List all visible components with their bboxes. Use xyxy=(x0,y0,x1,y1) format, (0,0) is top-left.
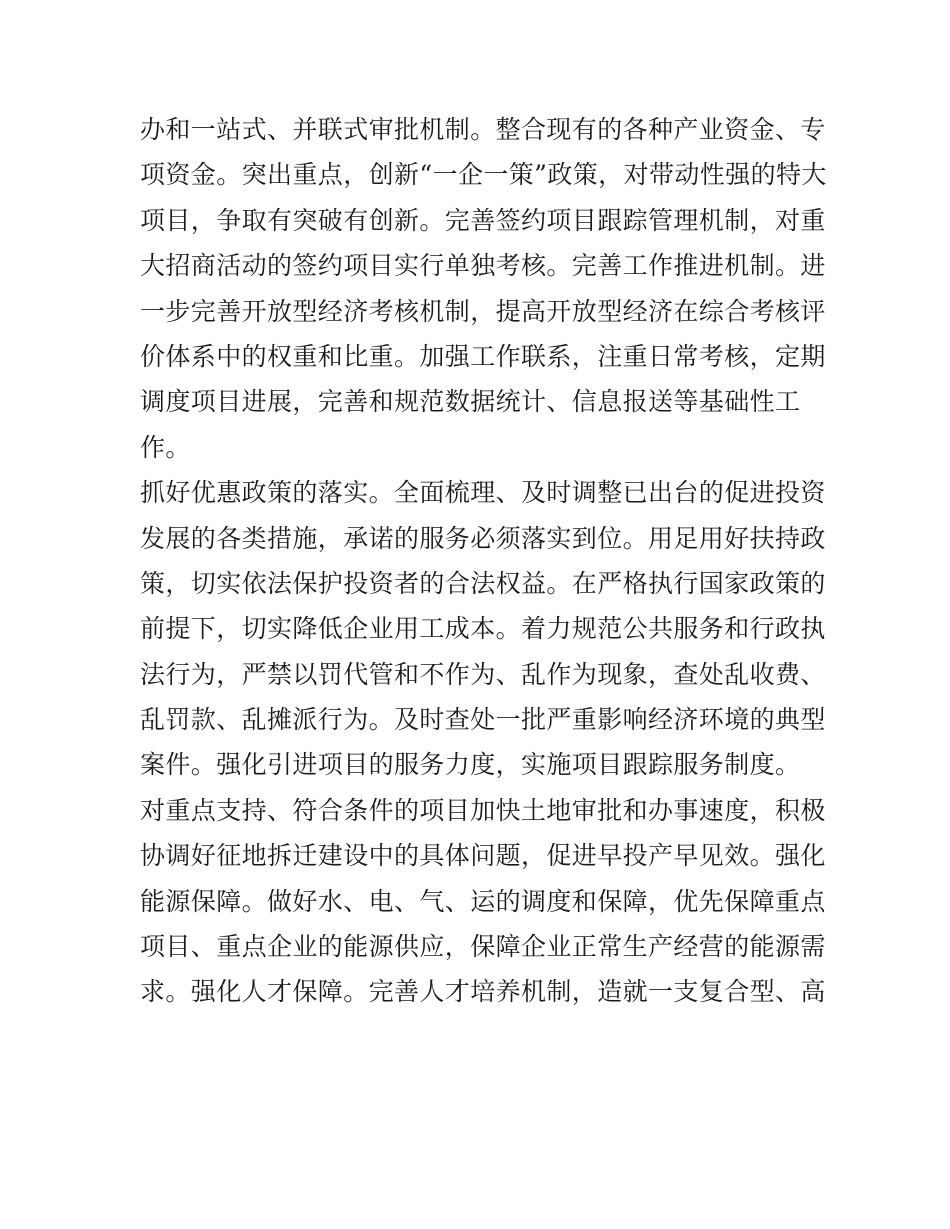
text-line: 前提下，切实降低企业用工成本。着力规范公共服务和行政执 xyxy=(140,614,826,644)
text-line: 抓好优惠政策的落实。全面梳理、及时调整已出台的促进投资 xyxy=(140,478,826,508)
text-line: 策，切实依法保护投资者的合法权益。在严格执行国家政策的 xyxy=(140,568,826,598)
text-line: 办和一站式、并联式审批机制。整合现有的各种产业资金、专 xyxy=(140,115,826,144)
text-line: 项目、重点企业的能源供应，保障企业正常生产经营的能源需 xyxy=(140,932,826,962)
text-line: 发展的各类措施，承诺的服务必须落实到位。用足用好扶持政 xyxy=(140,523,826,553)
paragraph-3 xyxy=(140,788,826,1015)
text-line: 对重点支持、符合条件的项目加快土地审批和办事速度，积极 xyxy=(140,795,826,825)
text-line: 乱罚款、乱摊派行为。及时查处一批严重影响经济环境的典型 xyxy=(140,705,826,735)
paragraph-1 xyxy=(140,107,827,470)
text-line: 能源保障。做好水、电、气、运的调度和保障，优先保障重点 xyxy=(140,886,826,916)
text-line: 求。强化人才保障。完善人才培养机制，造就一支复合型、高 xyxy=(140,977,826,1007)
text-line: 协调好征地拆迁建设中的具体问题，促进早投产早见效。强化 xyxy=(140,841,826,871)
text-line: 作。 xyxy=(140,432,191,462)
text-line: 大招商活动的签约项目实行单独考核。完善工作推进机制。进 xyxy=(140,251,826,281)
document-body xyxy=(140,107,827,1015)
text-line: 法行为，严禁以罚代管和不作为、乱作为现象，查处乱收费、 xyxy=(140,659,826,689)
paragraph-2 xyxy=(140,470,826,788)
text-line: 案件。强化引进项目的服务力度，实施项目跟踪服务制度。 xyxy=(140,750,801,780)
text-line: 项目，争取有突破有创新。完善签约项目跟踪管理机制，对重 xyxy=(140,205,826,235)
text-line: 项资金。突出重点，创新“一企一策”政策，对带动性强的特大 xyxy=(140,160,827,190)
text-line: 一步完善开放型经济考核机制，提高开放型经济在综合考核评 xyxy=(140,296,826,326)
text-line: 调度项目进展，完善和规范数据统计、信息报送等基础性工 xyxy=(140,387,801,417)
text-line: 价体系中的权重和比重。加强工作联系，注重日常考核，定期 xyxy=(140,341,826,371)
